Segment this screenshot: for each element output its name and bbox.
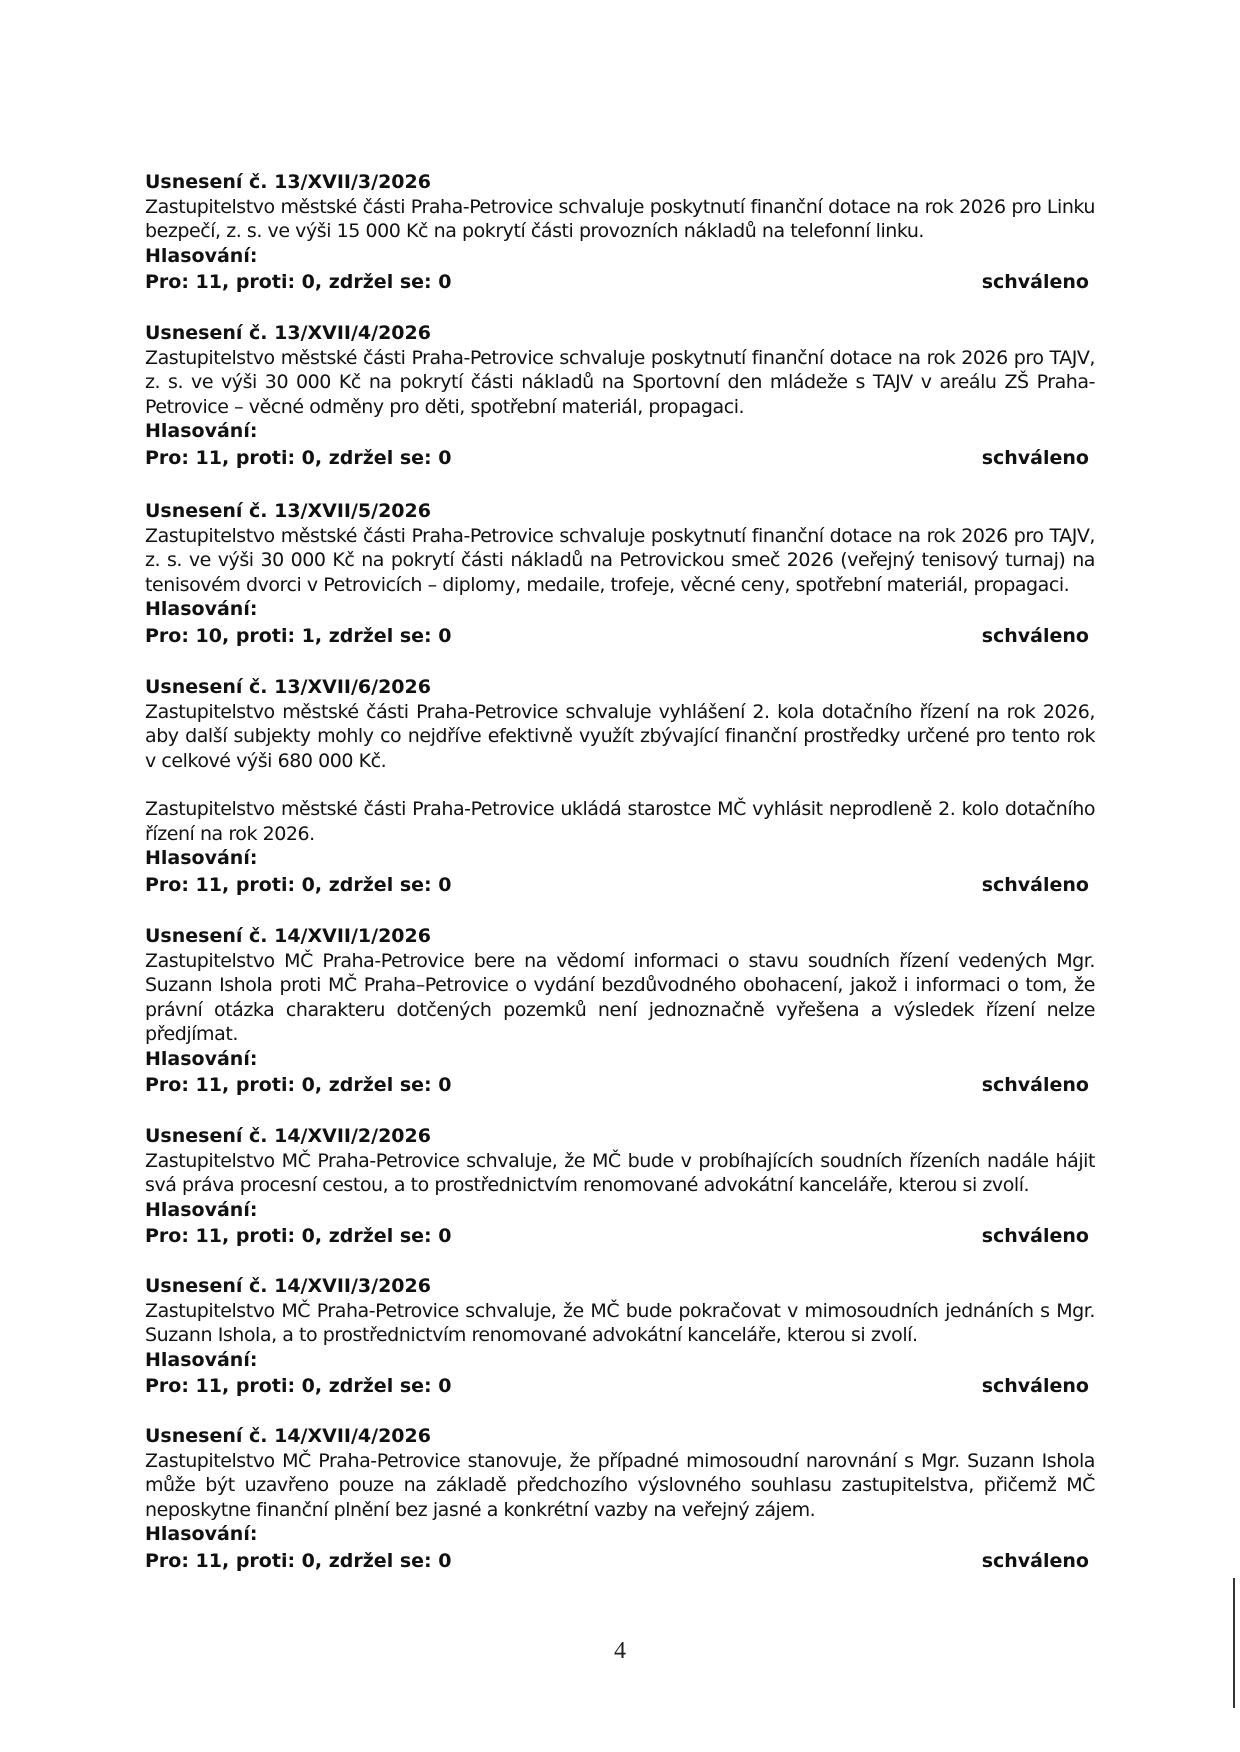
resolution-text: Zastupitelstvo MČ Praha-Petrovice schvaluje, že MČ bude v probíhajících soudních řízeních nadále hájit svá práva procesní cestou, a to prostřednictvím renomované advokátní kanceláře, kterou si zvolí. — [145, 1149, 1095, 1196]
vote-counts: Pro: 11, proti: 0, zdržel se: 0 — [145, 446, 452, 469]
vote-row — [145, 1224, 1095, 1249]
vote-heading: Hlasování: — [145, 1047, 258, 1070]
resolution-block — [145, 499, 1095, 648]
vote-counts: Pro: 11, proti: 0, zdržel se: 0 — [145, 271, 452, 293]
resolution-text: Zastupitelstvo městské části Praha-Petrovice schvaluje poskytnutí finanční dotace na rok 2026 pro TAJV, z. s. ve výši 30 000 Kč na pokrytí části nákladů na Sportovní den mládeže s TAJV v areálu ZŠ Praha-Petrovice – věcné odměny pro děti, spotřební materiál, propagaci. — [145, 346, 1095, 418]
vote-heading: Hlasování: — [145, 1198, 258, 1221]
resolution-title: Usnesení č. 14/XVII/1/2026 — [145, 925, 431, 947]
resolution-block — [145, 675, 1095, 897]
vote-heading: Hlasování: — [145, 598, 258, 620]
vote-row — [145, 270, 1095, 295]
resolution-text: Zastupitelstvo městské části Praha-Petrovice schvaluje poskytnutí finanční dotace na rok 2026 pro TAJV, z. s. ve výši 30 000 Kč na pokrytí části nákladů na Petrovickou smeč 2026 (veřejný tenisový turnaj) na tenisovém dvorci v Petrovicích – diplomy, medaile, trofeje, věcné ceny, spotřební materiál, propagaci. — [145, 524, 1095, 596]
resolution-block — [145, 1124, 1095, 1249]
vote-counts: Pro: 10, proti: 1, zdržel se: 0 — [145, 624, 452, 647]
vote-heading: Hlasování: — [145, 244, 258, 267]
resolution-title: Usnesení č. 13/XVII/4/2026 — [145, 322, 431, 344]
vote-counts: Pro: 11, proti: 0, zdržel se: 0 — [145, 1549, 452, 1572]
resolution-text: Zastupitelstvo městské části Praha-Petrovice schvaluje vyhlášení 2. kola dotačního řízení na rok 2026, aby další subjekty mohly co nejdříve efektivně využít zbývající finanční prostředky určené pro tento rok v celkové výši 680 000 Kč. — [145, 700, 1095, 772]
resolution-block — [145, 924, 1095, 1098]
resolution-block — [145, 1424, 1095, 1573]
resolution-block — [145, 170, 1095, 295]
resolution-title: Usnesení č. 13/XVII/6/2026 — [145, 676, 431, 698]
resolution-title: Usnesení č. 13/XVII/5/2026 — [145, 500, 431, 522]
vote-heading: Hlasování: — [145, 847, 258, 869]
vote-row — [145, 446, 1095, 471]
resolution-text: Zastupitelstvo MČ Praha-Petrovice stanovuje, že případné mimosoudní narovnání s Mgr. Suzann Ishola může být uzavřeno pouze na základě předchozího výslovného souhlasu zastupitelstva, přičemž MČ neposkytne finanční plnění bez jasné a konkrétní vazby na veřejný zájem. — [145, 1449, 1095, 1521]
vote-result: schváleno — [981, 873, 1089, 896]
vote-heading: Hlasování: — [145, 420, 258, 442]
resolution-block — [145, 321, 1095, 470]
vote-counts: Pro: 11, proti: 0, zdržel se: 0 — [145, 873, 452, 896]
vote-result: schváleno — [981, 624, 1089, 647]
vote-row — [145, 1549, 1095, 1574]
resolution-title: Usnesení č. 14/XVII/2/2026 — [145, 1125, 431, 1147]
resolution-title: Usnesení č. 13/XVII/3/2026 — [145, 171, 431, 193]
resolution-title: Usnesení č. 14/XVII/3/2026 — [145, 1275, 431, 1297]
vote-heading: Hlasování: — [145, 1348, 258, 1371]
vote-result: schváleno — [981, 446, 1089, 469]
vote-result: schváleno — [981, 271, 1089, 293]
resolution-text: Zastupitelstvo MČ Praha-Petrovice bere na vědomí informaci o stavu soudních řízení vedených Mgr. Suzann Ishola proti MČ Praha–Petrovice o vydání bezdůvodného obohacení, jakož i informaci o tom, že právní otázka charakteru dotčených pozemků není jednoznačně vyřešena a výsledek řízení nelze předjímat. — [145, 949, 1095, 1045]
vote-row — [145, 1374, 1095, 1399]
resolution-block — [145, 1274, 1095, 1399]
vote-result: schváleno — [981, 1074, 1089, 1096]
vote-row — [145, 1073, 1095, 1098]
vote-row — [145, 624, 1095, 649]
vote-counts: Pro: 11, proti: 0, zdržel se: 0 — [145, 1375, 452, 1397]
vote-result: schváleno — [981, 1375, 1089, 1397]
page-number: 4 — [614, 1638, 626, 1664]
resolution-text: Zastupitelstvo městské části Praha-Petrovice schvaluje poskytnutí finanční dotace na rok 2026 pro Linku bezpečí, z. s. ve výši 15 000 Kč na pokrytí části provozních nákladů na telefonní linku. — [145, 195, 1095, 242]
resolution-title: Usnesení č. 14/XVII/4/2026 — [145, 1425, 431, 1447]
resolution-text: Zastupitelstvo městské části Praha-Petrovice ukládá starostce MČ vyhlásit neprodleně 2. kolo dotačního řízení na rok 2026. — [145, 798, 1095, 845]
vote-result: schváleno — [981, 1225, 1089, 1247]
vote-counts: Pro: 11, proti: 0, zdržel se: 0 — [145, 1225, 452, 1247]
vote-counts: Pro: 11, proti: 0, zdržel se: 0 — [145, 1074, 452, 1096]
vote-result: schváleno — [981, 1549, 1089, 1572]
resolution-text: Zastupitelstvo MČ Praha-Petrovice schvaluje, že MČ bude pokračovat v mimosoudních jednáních s Mgr. Suzann Ishola, a to prostřednictvím renomované advokátní kanceláře, kterou si zvolí. — [145, 1299, 1095, 1346]
vote-heading: Hlasování: — [145, 1523, 258, 1545]
vote-row — [145, 873, 1095, 898]
